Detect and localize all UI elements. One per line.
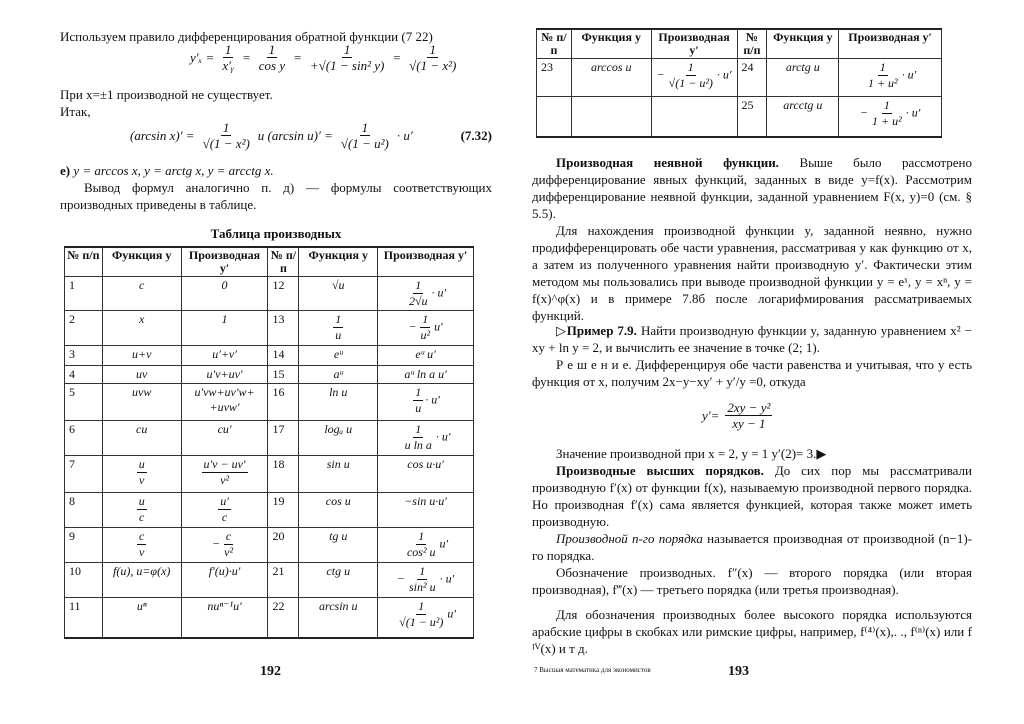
table-cell [102, 311, 181, 346]
denominator: u² [420, 328, 431, 342]
cell-text: arccos u [590, 60, 632, 74]
fraction [419, 312, 433, 343]
table-cell [299, 384, 378, 421]
denominator: u ln a [404, 438, 432, 452]
table-cell [299, 563, 378, 598]
column-header: № п/п [268, 247, 299, 277]
fraction [667, 60, 715, 91]
fraction [407, 278, 430, 309]
table-cell [65, 277, 103, 311]
derivation-text: Вывод формул аналогично п. д) — формулы соответствующих производных приведены в таблице. [60, 180, 492, 212]
numerator: u [138, 457, 145, 471]
fraction [333, 312, 343, 343]
cell-text: uvw [132, 385, 152, 399]
table-cell [102, 493, 181, 528]
formula-middle: и (arcsin u)′ = [257, 127, 333, 143]
cell-text: cos u [325, 494, 351, 508]
table-cell [65, 366, 103, 384]
cell-text: 17 [272, 422, 285, 436]
multiplier: · u′ [435, 429, 451, 444]
cell-text: arcctg u [783, 98, 823, 112]
cell-text: eᵘ u′ [415, 347, 436, 361]
table-cell [102, 277, 181, 311]
numerator: 1 [224, 42, 232, 57]
table-row [65, 493, 474, 528]
multiplier: · u′ [431, 285, 447, 300]
cell-text: cos u·u′ [407, 457, 444, 471]
table-cell [65, 598, 103, 638]
table-cell [737, 59, 767, 97]
fraction [339, 120, 391, 151]
item-text: y = arccos x, y = arctg x, y = arcctg x. [73, 163, 274, 178]
table-cell [181, 456, 268, 493]
multiplier: u′ [434, 319, 443, 334]
table-cell [102, 598, 181, 638]
cell-text: √u [331, 278, 345, 292]
table-row [65, 563, 474, 598]
sign: − [212, 536, 221, 551]
column-header: Функция y [571, 29, 651, 59]
derivatives-table [64, 246, 474, 639]
sign: − [859, 105, 868, 120]
cell-text: u′v+uv′ [206, 367, 243, 381]
column-header: Производная y′ [181, 247, 268, 277]
table-cell [299, 311, 378, 346]
table-cell [65, 384, 103, 421]
table-cell [268, 277, 299, 311]
paragraph-text: называется производная от производной (n−1)-го порядка. [532, 531, 972, 563]
fraction [407, 42, 458, 73]
sign: − [408, 319, 417, 334]
paragraph-text: Выше было рассмотрено дифференцирование явных функций, заданных в виде y=f(x). Рассмотрим дифференцирование неявной функции, заданной уравнением F(x, y)=0 (см. § 5.5). [532, 155, 972, 221]
table-cell [378, 366, 474, 384]
footnote: 7 Высшая математика для экономистов [534, 666, 651, 674]
left-page [60, 0, 492, 724]
table-cell [378, 346, 474, 366]
cell-text: uv [136, 367, 148, 381]
cell-text: f′(u)·u′ [208, 564, 241, 578]
example-label: ▷Пример 7.9. [556, 323, 637, 338]
cell-text: −sin u·u′ [404, 494, 447, 508]
table-cell [65, 456, 103, 493]
fraction [218, 494, 231, 525]
cell-text: 22 [272, 599, 285, 613]
table-cell [268, 598, 299, 638]
cell-text: 0 [221, 278, 228, 292]
page-number: 192 [260, 664, 281, 679]
cell-text: arctg u [785, 60, 820, 74]
fraction [257, 42, 287, 73]
cell-text: 7 [69, 457, 75, 471]
table-cell [378, 493, 474, 528]
sign: − [656, 67, 665, 82]
table-cell [299, 493, 378, 528]
table-title: Таблица производных [210, 226, 342, 241]
numerator: 1 [335, 312, 342, 326]
multiplier: u′ [439, 536, 449, 551]
numerator: 1 [687, 60, 694, 74]
fraction [137, 494, 147, 525]
table-cell [268, 456, 299, 493]
fraction [397, 599, 445, 630]
table-cell [299, 421, 378, 456]
table-cell [651, 97, 737, 137]
denominator: √(1 − x²) [409, 58, 457, 73]
cell-text: 13 [272, 312, 285, 326]
table-cell [268, 384, 299, 421]
table-cell [378, 384, 474, 421]
denominator: cos² u [406, 545, 436, 559]
fraction [870, 98, 904, 129]
denominator: c [221, 510, 228, 524]
cell-text: 23 [541, 60, 553, 74]
cell-text: 1 [69, 278, 75, 292]
table-cell [65, 421, 103, 456]
formula-lhs: y′ₓ = [190, 49, 215, 65]
cell-text: logₐ u [324, 422, 353, 436]
numerator: 1 [415, 385, 422, 399]
column-header: Функция y [767, 29, 839, 59]
cell-text: c [139, 278, 145, 292]
denominator: 2√u [408, 294, 428, 308]
cell-text: 6 [69, 422, 75, 436]
table-cell [299, 366, 378, 384]
cell-text: u′vw+uv′w+ +uvw′ [194, 385, 255, 414]
numerator: 1 [343, 42, 351, 57]
table-cell [181, 598, 268, 638]
table-row [65, 456, 474, 493]
cell-text: aᵘ [333, 367, 343, 381]
table-cell [181, 366, 268, 384]
column-header: № п/п [737, 29, 767, 59]
table-row [65, 384, 474, 421]
fraction [405, 529, 438, 560]
cell-text: cu [136, 422, 148, 436]
cell-text: u′+v′ [212, 347, 237, 361]
denominator: u [335, 328, 342, 342]
fraction [407, 564, 438, 595]
cell-text: 3 [69, 347, 75, 361]
table-cell [181, 311, 268, 346]
inverse-derivative-formula [190, 42, 460, 73]
denominator: xy − 1 [732, 416, 766, 431]
numerator: 1 [222, 120, 230, 135]
table-cell [102, 421, 181, 456]
equals: = [241, 49, 251, 65]
table-cell [65, 346, 103, 366]
table-cell [737, 97, 767, 137]
cell-text: ln u [329, 385, 348, 399]
denominator: √(1 − u²) [340, 136, 389, 151]
numerator: 1 [361, 120, 369, 135]
column-header: Функция y [102, 247, 181, 277]
numerator: 1 [418, 599, 425, 613]
cell-text: arcsin u [318, 599, 358, 613]
numerator: u′v − uv′ [203, 457, 246, 471]
right-page [532, 0, 972, 724]
denominator: 1 + u² [867, 76, 898, 90]
table-cell [102, 456, 181, 493]
numerator: 1 [419, 564, 426, 578]
cell-text: 9 [69, 529, 75, 543]
paragraph-text: До сих пор мы рассматривали производную f′(x) от функции f(x), называемую производной первого порядка. Но производная f′(x) сама является функцией, которая также может иметь производную. [532, 463, 972, 529]
table-cell [839, 97, 942, 137]
denominator: sin² u [409, 580, 436, 594]
no-derivative-text: При x=±1 производной не существует. [60, 87, 273, 102]
table-cell [65, 528, 103, 563]
table-header-row [65, 247, 474, 277]
equals: = [392, 49, 402, 65]
denominator: v [139, 473, 145, 487]
table-cell [378, 563, 474, 598]
cell-text: 16 [272, 385, 285, 399]
numerator: 1 [879, 60, 886, 74]
cell-text: 20 [272, 529, 285, 543]
denominator: √(1 − x²) [202, 136, 250, 151]
higher-notation-paragraph: Для обозначения производных более высокого порядка используются арабские цифры в скобках или римские цифры, например, f⁽⁴⁾(x),. ., f⁽ⁿ⁾(x) или f ᴵⱽ(x) и т д. [532, 607, 972, 656]
cell-text: 14 [272, 347, 285, 361]
table-cell [268, 528, 299, 563]
implicit-method-paragraph: Для нахождения производной функции y, заданной неявно, нужно продифференцировать обе части уравнения, рассматривая y как функцию от x, а затем из полученного уравнения найти производную y′. Фактически этим методом мы пользовались при выводе производной функции y = eˣ, y = xⁿ, y = f(x)^φ(x) и в примере 7.8б после логарифмирования рассматриваемых функций. [532, 223, 972, 323]
denominator: √(1 − u²) [668, 76, 713, 90]
table-cell [65, 563, 103, 598]
fraction [202, 457, 248, 488]
cell-text: 12 [272, 278, 285, 292]
cell-text: tg u [329, 529, 348, 543]
table-row [65, 366, 474, 384]
cell-text: sin u [326, 457, 350, 471]
fraction [137, 457, 147, 488]
table-cell [181, 346, 268, 366]
fraction [201, 120, 252, 151]
table-cell [268, 563, 299, 598]
table-cell [378, 277, 474, 311]
table-row [65, 598, 474, 638]
fraction [866, 60, 900, 91]
denominator: x′ᵧ [222, 58, 234, 73]
table-body [65, 277, 474, 638]
item-label: е) [60, 163, 71, 178]
table-cell [378, 311, 474, 346]
example-paragraph [532, 322, 972, 356]
table-cell [537, 97, 572, 137]
cell-text: 1 [221, 312, 228, 326]
numerator: u [138, 494, 145, 508]
cell-text: 15 [272, 367, 285, 381]
equation-label: (7.32) [460, 127, 492, 143]
table-cell [268, 311, 299, 346]
fraction [220, 42, 236, 73]
column-header: № п/п [65, 247, 103, 277]
higher-order-paragraph [532, 462, 972, 530]
cell-text: 4 [69, 367, 75, 381]
table-cell [299, 277, 378, 311]
formula-lhs: (arcsin x)′ = [130, 127, 195, 143]
table-row [65, 528, 474, 563]
table-cell [299, 456, 378, 493]
table-cell [65, 493, 103, 528]
table-cell [65, 311, 103, 346]
table-row [65, 421, 474, 456]
numerator: 1 [415, 278, 422, 292]
value-text: Значение производной при x = 2, y = 1 y′(2)= 3.▶ [556, 446, 827, 461]
table-cell [102, 528, 181, 563]
table-body [537, 59, 942, 137]
section-heading: Производные высших порядков. [556, 463, 764, 478]
cell-text: cu′ [217, 422, 232, 436]
page-number: 193 [728, 664, 749, 679]
numerator: 1 [422, 312, 429, 326]
numerator: 1 [418, 529, 425, 543]
denominator: 1 + u² [872, 114, 902, 128]
column-header: Функция y [299, 247, 378, 277]
multiplier: · u′ [716, 67, 732, 82]
multiplier: · u′ [439, 571, 455, 586]
sign: − [396, 571, 405, 586]
numerator: c [139, 529, 145, 543]
table-cell [181, 421, 268, 456]
numerator: u′ [220, 494, 229, 508]
table-cell [378, 456, 474, 493]
cell-text: 11 [69, 599, 81, 613]
column-header: № п/п [537, 29, 572, 59]
table-cell [299, 528, 378, 563]
numerator: 2xy − y² [727, 400, 771, 415]
table-cell [537, 59, 572, 97]
solution-text: Дифференцируя обе части равенства и учитывая, что y есть функция от x, получим 2x−y−xy′ + y′/y =0, откуда [532, 357, 972, 389]
cell-text: eᵘ [333, 347, 343, 361]
table-cell [268, 366, 299, 384]
cell-text: 24 [741, 60, 754, 74]
table-cell [102, 384, 181, 421]
itak-text: Итак, [60, 104, 91, 119]
intro-text: Используем правило дифференцирования обратной функции (7 22) [60, 29, 433, 44]
cell-text: uⁿ [136, 599, 147, 613]
cell-text: x [139, 312, 145, 326]
numerator: 1 [429, 42, 436, 57]
term: Производной n-го порядка [556, 531, 703, 546]
table-cell [181, 528, 268, 563]
denominator: v [139, 545, 145, 559]
table-row [65, 311, 474, 346]
column-header: Производная y′ [378, 247, 474, 277]
table-cell [378, 421, 474, 456]
table-cell [571, 59, 651, 97]
table-row [65, 346, 474, 366]
numerator: 1 [415, 422, 422, 436]
table-cell [767, 59, 839, 97]
formula-lhs: y′= [702, 407, 720, 423]
numerator: 1 [883, 98, 890, 112]
fraction [725, 400, 772, 431]
table-cell [181, 384, 268, 421]
result-formula [702, 400, 774, 431]
example-text: Найти производную функции y, заданную уравнением x² − xy + ln y = 2, и вычислить ее значение в точке (2; 1). [532, 323, 973, 355]
arcsin-formula [130, 120, 492, 151]
table-cell [378, 598, 474, 638]
solution-label: Р е ш е н и е. [556, 357, 632, 372]
denominator: √(1 − u²) [399, 615, 444, 629]
table-cell [299, 346, 378, 366]
cell-text: u+v [131, 347, 152, 361]
column-header: Производная y′ [651, 29, 737, 59]
table-cell [651, 59, 737, 97]
cell-text: 5 [69, 385, 75, 399]
cell-text: aᵘ ln a u′ [404, 367, 447, 381]
cell-text: 8 [69, 494, 75, 508]
formula-tail: · u′ [396, 127, 413, 143]
fraction [222, 529, 235, 560]
implicit-paragraph [532, 154, 972, 222]
multiplier: · u′ [425, 392, 440, 407]
denominator: c [139, 510, 145, 524]
table-cell [268, 346, 299, 366]
numerator: 1 [268, 42, 276, 57]
table-row [537, 59, 942, 97]
denominator: +√(1 − sin² y) [309, 58, 385, 73]
cell-text: 2 [69, 312, 75, 326]
cell-text: f(u), u=φ(x) [113, 564, 171, 578]
equals: = [293, 49, 302, 65]
solution-paragraph [532, 356, 972, 390]
table-cell [268, 421, 299, 456]
cell-text: 19 [272, 494, 285, 508]
cell-text: 18 [272, 457, 285, 471]
derivatives-table-continued [536, 28, 942, 138]
cell-text: ctg u [326, 564, 351, 578]
denominator: u [415, 401, 422, 415]
table-cell [571, 97, 651, 137]
table-cell [181, 493, 268, 528]
item-e [60, 162, 492, 179]
cell-text: 21 [272, 564, 285, 578]
table-cell [181, 277, 268, 311]
cell-text: 10 [69, 564, 81, 578]
notation-paragraph: Обозначение производных. f″(x) — второго порядка (или вторая производная), f‴(x) — третьего порядка (или третья производная). [532, 565, 972, 597]
section-heading: Производная неявной функции. [556, 155, 779, 170]
cell-text: nuⁿ⁻¹u′ [207, 599, 242, 613]
fraction [413, 385, 423, 416]
fraction [308, 42, 386, 73]
multiplier: u′ [447, 606, 457, 621]
table-cell [839, 59, 942, 97]
multiplier: · u′ [905, 105, 921, 120]
table-cell [767, 97, 839, 137]
cell-text: 25 [741, 98, 754, 112]
numerator: c [225, 529, 232, 543]
table-row [537, 97, 942, 137]
denominator: cos y [258, 58, 286, 73]
table-cell [181, 563, 268, 598]
denominator: v² [220, 473, 229, 487]
table-cell [102, 346, 181, 366]
table-cell [378, 528, 474, 563]
table-row [65, 277, 474, 311]
nth-order-paragraph [532, 530, 972, 564]
denominator: v² [224, 545, 234, 559]
multiplier: · u′ [901, 67, 917, 82]
fraction [137, 529, 146, 560]
column-header: Производная y′ [839, 29, 942, 59]
table-cell [102, 366, 181, 384]
table-cell [299, 598, 378, 638]
table-cell [268, 493, 299, 528]
fraction [403, 422, 434, 453]
table-cell [102, 563, 181, 598]
table-header-row [537, 29, 942, 59]
